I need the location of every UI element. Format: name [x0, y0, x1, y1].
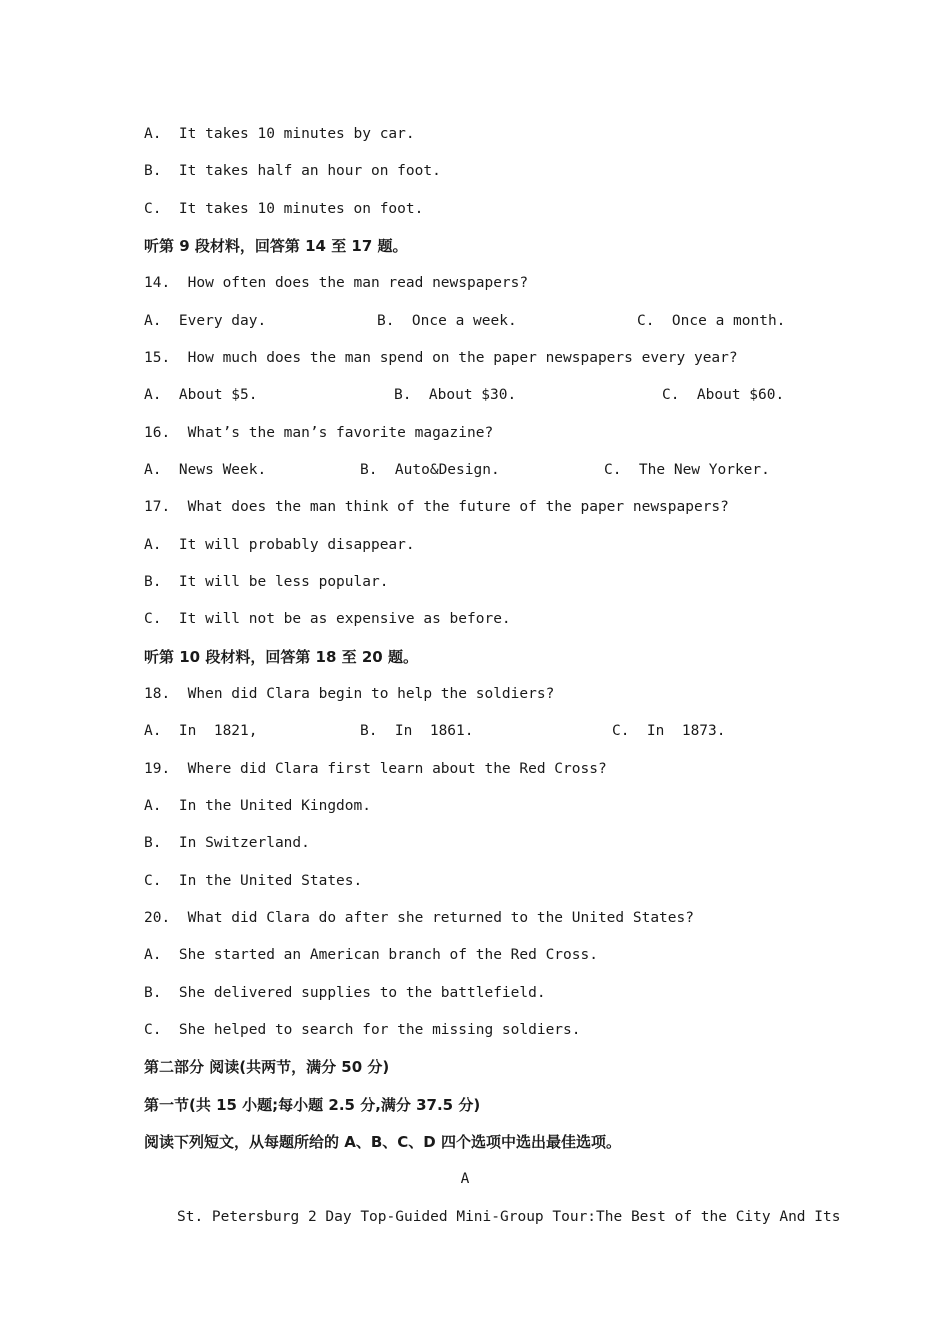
reading-instruction: 阅读下列短文，从每题所给的 A、B、C、D 四个选项中选出最佳选项。 — [144, 1133, 621, 1151]
q19-option-a: A. In the United Kingdom. — [144, 798, 371, 814]
passage-letter: A — [460, 1171, 470, 1187]
q16-option-c: C. The New Yorker. — [604, 462, 770, 478]
q17-option-c: C. It will not be as expensive as before. — [144, 611, 511, 627]
q14-stem: 14. How often does the man read newspapers? — [144, 275, 529, 291]
passage-title: St. Petersburg 2 Day Top-Guided Mini-Group Tour:The Best of the City And Its — [177, 1209, 841, 1225]
q14-option-a: A. Every day. — [144, 313, 267, 329]
q13-option-a: A. It takes 10 minutes by car. — [144, 126, 415, 142]
q15-stem: 15. How much does the man spend on the paper newspapers every year? — [144, 350, 738, 366]
q16-option-b: B. Auto&Design. — [360, 462, 500, 478]
q19-stem: 19. Where did Clara first learn about the Red Cross? — [144, 761, 607, 777]
q17-stem: 17. What does the man think of the future of the paper newspapers? — [144, 499, 729, 515]
q20-option-b: B. She delivered supplies to the battlefield. — [144, 985, 546, 1001]
q18-stem: 18. When did Clara begin to help the soldiers? — [144, 686, 555, 702]
q16-stem: 16. What’s the man’s favorite magazine? — [144, 425, 494, 441]
q20-stem: 20. What did Clara do after she returned to the United States? — [144, 910, 694, 926]
q15-option-a: A. About $5. — [144, 387, 258, 403]
q15-option-b: B. About $30. — [394, 387, 517, 403]
q20-option-a: A. She started an American branch of the Red Cross. — [144, 947, 598, 963]
q19-option-b: B. In Switzerland. — [144, 835, 310, 851]
q13-option-b: B. It takes half an hour on foot. — [144, 163, 441, 179]
q16-option-a: A. News Week. — [144, 462, 267, 478]
q17-option-b: B. It will be less popular. — [144, 574, 389, 590]
part-2-heading: 第二部分 阅读(共两节，满分 50 分) — [144, 1058, 390, 1076]
q13-option-c: C. It takes 10 minutes on foot. — [144, 201, 424, 217]
section-10-heading: 听第 10 段材料，回答第 18 至 20 题。 — [144, 648, 418, 666]
q17-option-a: A. It will probably disappear. — [144, 537, 415, 553]
q14-option-c: C. Once a month. — [637, 313, 786, 329]
q18-option-c: C. In 1873. — [612, 723, 726, 739]
q14-option-b: B. Once a week. — [377, 313, 517, 329]
q18-option-b: B. In 1861. — [360, 723, 474, 739]
q15-option-c: C. About $60. — [662, 387, 785, 403]
q18-option-a: A. In 1821, — [144, 723, 258, 739]
part-2-section-1-heading: 第一节(共 15 小题;每小题 2.5 分,满分 37.5 分) — [144, 1096, 481, 1114]
q19-option-c: C. In the United States. — [144, 873, 363, 889]
section-9-heading: 听第 9 段材料，回答第 14 至 17 题。 — [144, 237, 408, 255]
q20-option-c: C. She helped to search for the missing soldiers. — [144, 1022, 581, 1038]
